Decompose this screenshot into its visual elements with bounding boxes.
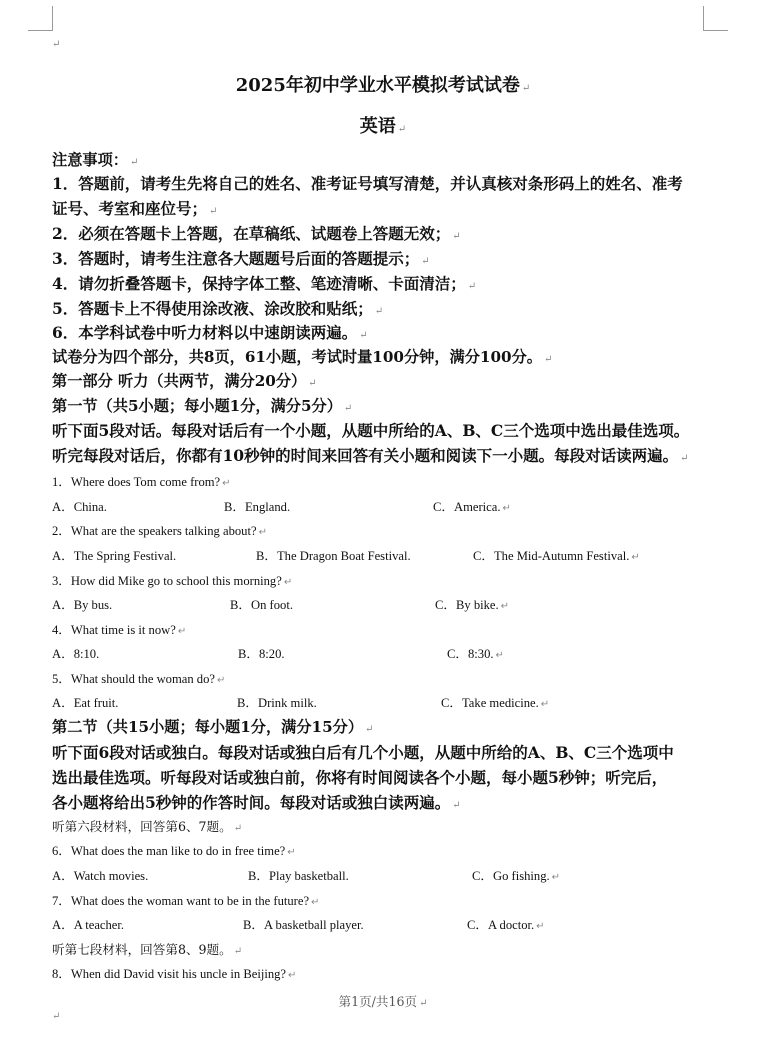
section2-instruction-3: 各小题将给出5秒钟的作答时间。每段对话或独白读两遍。 ↵ — [52, 793, 461, 812]
question-4-option-c: C．8:30. ↵ — [447, 647, 504, 661]
notice-item-1-cont: 证号、考室和座位号； ↵ — [52, 199, 218, 218]
question-2-option-a: A．The Spring Festival. — [52, 549, 177, 563]
question-2-stem: 2．What are the speakers talking about? ↵ — [52, 524, 267, 538]
question-8-stem: 8．When did David visit his uncle in Beijing? ↵ — [52, 967, 297, 981]
question-3-option-a: A．By bus. — [52, 598, 113, 612]
question-1-option-c: C．America. ↵ — [433, 500, 511, 514]
subject-title: 英语 ↵ — [359, 116, 407, 137]
question-7-option-b: B．A basketball player. — [243, 918, 364, 932]
question-5-stem: 5．What should the woman do? ↵ — [52, 672, 226, 686]
notice-item-6: 6．本学科试卷中听力材料以中速朗读两遍。 ↵ — [52, 323, 368, 342]
paragraph-mark-top: ↵ — [52, 39, 61, 50]
question-4-option-b: B．8:20. — [238, 647, 285, 661]
question-3-option-b: B．On foot. — [230, 598, 293, 612]
notice-item-2: 2．必须在答题卡上答题，在草稿纸、试题卷上答题无效； ↵ — [52, 224, 461, 243]
section1-instruction-2: 听完每段对话后，你都有10秒钟的时间来回答有关小题和阅读下一小题。每段对话读两遍。 ↵ — [52, 446, 689, 465]
notice-item-1: 1．答题前，请考生先将自己的姓名、准考证号填写清楚，并认真核对条形码上的姓名、准考 — [52, 174, 683, 193]
question-7-option-c: C．A doctor. ↵ — [467, 918, 545, 932]
question-7-stem: 7．What does the woman want to be in the future? ↵ — [52, 894, 320, 908]
crop-mark-top-left — [28, 6, 53, 31]
question-6-option-c: C．Go fishing. ↵ — [472, 869, 561, 883]
question-2-option-b: B．The Dragon Boat Festival. — [256, 549, 411, 563]
question-3-option-c: C．By bike. ↵ — [435, 598, 510, 612]
question-4-stem: 4．What time is it now? ↵ — [52, 623, 187, 637]
material-7-note: 听第七段材料，回答第8、9题。 ↵ — [52, 942, 243, 957]
part1-heading: 第一部分 听力（共两节，满分20分） ↵ — [52, 372, 317, 390]
notice-item-4: 4．请勿折叠答题卡，保持字体工整、笔迹清晰、卡面清洁； ↵ — [52, 274, 477, 293]
section1-heading: 第一节（共5小题；每小题1分，满分5分） ↵ — [52, 397, 353, 415]
section2-heading: 第二节（共15小题；每小题1分，满分15分） ↵ — [52, 718, 374, 736]
question-2-option-c: C．The Mid-Autumn Festival. ↵ — [473, 549, 640, 563]
question-6-option-b: B．Play basketball. — [248, 869, 349, 883]
question-5-option-c: C．Take medicine. ↵ — [441, 696, 550, 710]
section2-instruction-1: 听下面6段对话或独白。每段对话或独白后有几个小题，从题中所给的A、B、C三个选项中 — [52, 743, 674, 762]
question-4-option-a: A．8:10. — [52, 647, 100, 661]
section2-instruction-2: 选出最佳选项。听每段对话或独白前，你将有时间阅读各个小题，每小题5秒钟；听完后， — [52, 768, 668, 787]
material-6-note: 听第六段材料，回答第6、7题。 ↵ — [52, 819, 243, 834]
question-5-option-b: B．Drink milk. — [237, 696, 317, 710]
notice-item-3: 3．答题时，请考生注意各大题题号后面的答题提示； ↵ — [52, 249, 430, 268]
notice-heading: 注意事项： ↵ — [52, 151, 139, 169]
question-1-stem: 1．Where does Tom come from? ↵ — [52, 475, 231, 489]
section1-instruction-1: 听下面5段对话。每段对话后有一个小题，从题中所给的A、B、C三个选项中选出最佳选项。 — [52, 421, 690, 440]
question-1-option-a: A．China. — [52, 500, 107, 514]
question-1-option-b: B．England. — [224, 500, 291, 514]
question-3-stem: 3．How did Mike go to school this morning? ↵ — [52, 574, 293, 588]
exam-title: 2025年初中学业水平模拟考试试卷 ↵ — [235, 75, 531, 96]
paragraph-mark-bottom: ↵ — [52, 1011, 61, 1022]
question-6-option-a: A．Watch movies. — [52, 869, 149, 883]
page-footer: 第1页/共16页 ↵ — [338, 994, 428, 1009]
question-6-stem: 6．What does the man like to do in free time? ↵ — [52, 844, 296, 858]
question-7-option-a: A．A teacher. — [52, 918, 125, 932]
question-5-option-a: A．Eat fruit. — [52, 696, 119, 710]
crop-mark-top-right — [703, 6, 728, 31]
paper-summary: 试卷分为四个部分，共8页，61小题，考试时量100分钟，满分100分。 ↵ — [52, 348, 553, 366]
notice-item-5: 5．答题卡上不得使用涂改液、涂改胶和贴纸； ↵ — [52, 299, 384, 318]
